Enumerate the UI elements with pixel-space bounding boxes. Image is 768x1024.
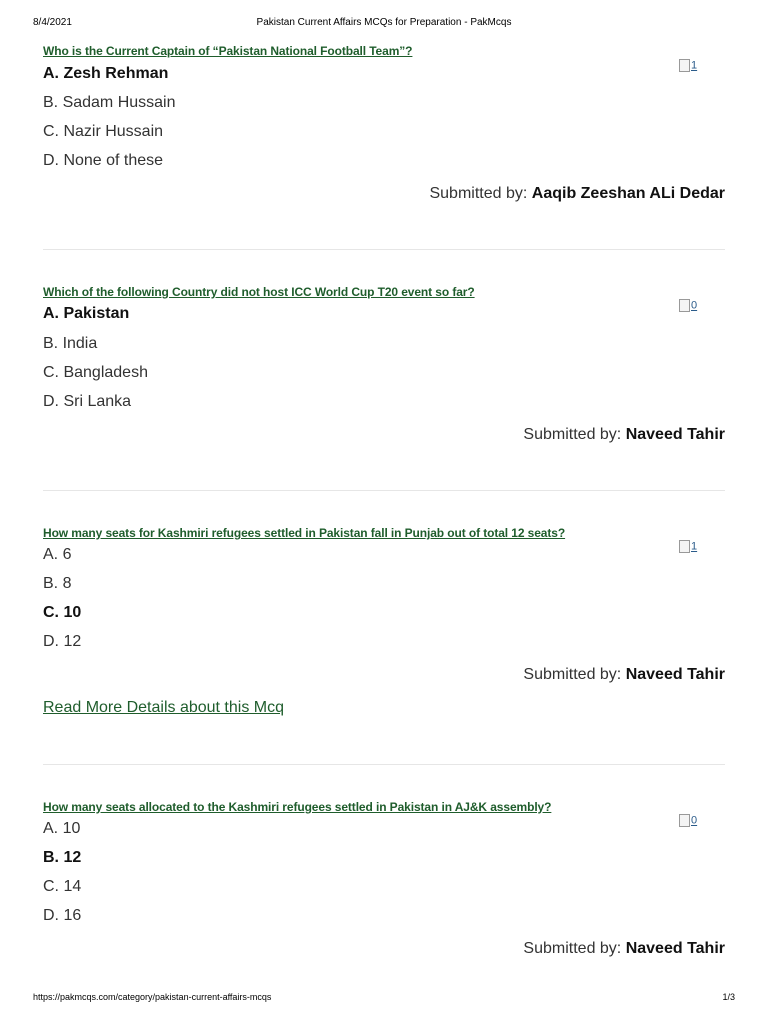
- submitted-by-label: Submitted by:: [523, 666, 622, 683]
- mcq-item: [43, 285, 725, 450]
- broken-image-icon: [679, 540, 703, 558]
- submitter-name: Naveed Tahir: [625, 426, 725, 443]
- option-c: C. Bangladesh: [43, 364, 148, 381]
- divider: [43, 249, 725, 250]
- option-a: A. 6: [43, 546, 72, 563]
- option-b: B. 8: [43, 575, 72, 592]
- option-d: D. Sri Lanka: [43, 393, 132, 410]
- submitted-by-label: Submitted by:: [523, 426, 622, 443]
- broken-image-icon: [679, 59, 703, 77]
- question-link[interactable]: Which of the following Country did not host ICC World Cup T20 event so far?: [43, 285, 475, 299]
- option-d: D. 16: [43, 907, 82, 924]
- image-alt-text: 0: [691, 814, 698, 827]
- option-d: D. 12: [43, 633, 82, 650]
- submitter-name: Naveed Tahir: [625, 666, 725, 683]
- read-more-link[interactable]: Read More Details about this Mcq: [43, 699, 284, 716]
- mcq-item: [43, 44, 725, 209]
- print-date: 8/4/2021: [33, 17, 72, 28]
- submitted-by-label: Submitted by:: [429, 185, 528, 202]
- option-c: C. 14: [43, 878, 82, 895]
- submitter-name: Aaqib Zeeshan ALi Dedar: [531, 185, 725, 202]
- submitter-name: Naveed Tahir: [625, 940, 725, 957]
- option-b: B. Sadam Hussain: [43, 94, 176, 111]
- broken-image-icon: [679, 814, 703, 832]
- question-link[interactable]: Who is the Current Captain of “Pakistan National Football Team”?: [43, 44, 413, 58]
- print-url: https://pakmcqs.com/category/pakistan-current-affairs-mcqs: [33, 992, 272, 1002]
- print-footer: [0, 992, 768, 1006]
- page-number: 1/3: [722, 992, 735, 1002]
- option-a: A. Zesh Rehman: [43, 65, 169, 82]
- divider: [43, 764, 725, 765]
- broken-image-icon: [679, 299, 703, 317]
- option-c: C. 10: [43, 604, 82, 621]
- submitted-by-label: Submitted by:: [523, 940, 622, 957]
- option-c: C. Nazir Hussain: [43, 123, 164, 140]
- mcq-item: [43, 800, 725, 965]
- image-alt-text: 0: [691, 299, 698, 312]
- option-a: A. 10: [43, 820, 81, 837]
- print-header: [0, 17, 768, 31]
- submitted-by: [429, 184, 725, 204]
- submitted-by: [523, 665, 725, 685]
- image-alt-text: 1: [691, 540, 698, 553]
- option-d: D. None of these: [43, 152, 164, 169]
- option-b: B. 12: [43, 849, 82, 866]
- image-alt-text: 1: [691, 59, 698, 72]
- print-page-title: Pakistan Current Affairs MCQs for Preparation - PakMcqs: [256, 17, 512, 28]
- question-link[interactable]: How many seats allocated to the Kashmiri refugees settled in Pakistan in AJ&K assembly?: [43, 800, 552, 814]
- option-a: A. Pakistan: [43, 305, 130, 322]
- question-link[interactable]: How many seats for Kashmiri refugees settled in Pakistan fall in Punjab out of total 12 seats?: [43, 526, 566, 540]
- submitted-by: [523, 425, 725, 445]
- submitted-by: [523, 939, 725, 959]
- divider: [43, 490, 725, 491]
- option-b: B. India: [43, 335, 98, 352]
- mcq-item: [43, 526, 725, 721]
